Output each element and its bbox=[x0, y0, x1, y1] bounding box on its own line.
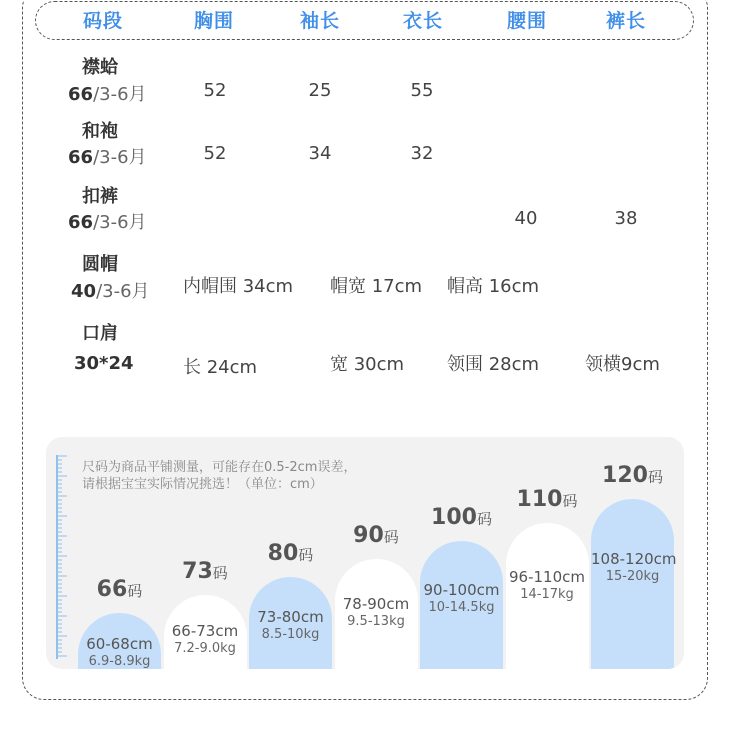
pants-length-value: 38 bbox=[614, 208, 638, 229]
weight-range: 8.5-10kg bbox=[261, 627, 320, 642]
height-range: 96-110cm bbox=[509, 567, 585, 586]
size-pillar bbox=[506, 523, 589, 669]
bib-neck-width: 领横9cm bbox=[585, 354, 660, 375]
ruler-icon bbox=[56, 455, 70, 659]
height-range: 90-100cm bbox=[423, 581, 500, 599]
weight-range: 9.5-13kg bbox=[347, 613, 405, 629]
size-pillar bbox=[335, 559, 418, 669]
chest-value: 52 bbox=[203, 143, 227, 164]
size-label: 90码 bbox=[353, 523, 399, 548]
weight-range: 6.9-8.9kg bbox=[88, 654, 151, 669]
size-pillar bbox=[249, 577, 332, 669]
sleeve-value: 34 bbox=[308, 143, 332, 164]
hat-width: 帽宽 17cm bbox=[330, 276, 423, 297]
bib-width: 宽 30cm bbox=[330, 354, 405, 375]
item-name: 口肩 bbox=[82, 323, 118, 344]
measurement-note-unit: 请根据宝宝实际情况挑选！（单位：cm） bbox=[82, 477, 323, 492]
size-pillar bbox=[420, 541, 503, 669]
measurement-note: 尺码为商品平铺测量，可能存在0.5-2cm误差， bbox=[82, 460, 357, 475]
header-chest: 胸围 bbox=[193, 10, 235, 32]
height-range: 108-120cm bbox=[591, 549, 677, 568]
size-pillar bbox=[78, 613, 161, 669]
height-range: 60-68cm bbox=[86, 635, 153, 653]
length-value: 32 bbox=[410, 143, 434, 164]
header-pants-length: 裤长 bbox=[605, 10, 647, 32]
size-pillar bbox=[164, 595, 247, 669]
item-size: 66/3-6月 bbox=[68, 147, 147, 168]
header-size: 码段 bbox=[82, 10, 124, 32]
hat-height: 帽高 16cm bbox=[447, 276, 540, 297]
height-range: 73-80cm bbox=[257, 608, 324, 626]
sleeve-value: 25 bbox=[308, 80, 332, 101]
header-sleeve: 袖长 bbox=[299, 10, 341, 32]
item-name: 圆帽 bbox=[82, 254, 118, 275]
item-name: 扣裤 bbox=[82, 186, 118, 207]
item-name: 和袍 bbox=[82, 121, 118, 142]
header-waist: 腰围 bbox=[506, 10, 548, 32]
item-size: 40/3-6月 bbox=[71, 281, 150, 302]
waist-value: 40 bbox=[514, 208, 538, 229]
size-table-header bbox=[35, 1, 694, 40]
weight-range: 14-17kg bbox=[520, 586, 574, 602]
weight-range: 7.2-9.0kg bbox=[174, 640, 236, 656]
bib-neck-circumference: 领围 28cm bbox=[447, 354, 540, 375]
weight-range: 10-14.5kg bbox=[428, 600, 495, 615]
header-length: 衣长 bbox=[402, 10, 444, 32]
length-value: 55 bbox=[410, 80, 434, 101]
chest-value: 52 bbox=[203, 80, 227, 101]
size-label: 120码 bbox=[602, 463, 663, 488]
size-pillar bbox=[591, 499, 677, 669]
size-label: 110码 bbox=[516, 487, 578, 512]
item-size: 30*24 bbox=[74, 353, 134, 374]
size-label: 66码 bbox=[96, 577, 143, 602]
weight-range: 15-20kg bbox=[605, 568, 660, 584]
item-name: 襟蛤 bbox=[82, 57, 118, 78]
hat-circumference: 内帽围 34cm bbox=[183, 276, 294, 297]
bib-length: 长 24cm bbox=[183, 357, 258, 378]
height-range: 78-90cm bbox=[342, 594, 410, 613]
size-label: 100码 bbox=[431, 505, 492, 530]
size-height-chart bbox=[46, 437, 684, 669]
item-size: 66/3-6月 bbox=[68, 84, 147, 105]
height-range: 66-73cm bbox=[171, 621, 239, 640]
item-size: 66/3-6月 bbox=[68, 212, 147, 233]
size-label: 80码 bbox=[267, 541, 314, 566]
size-label: 73码 bbox=[182, 559, 228, 584]
